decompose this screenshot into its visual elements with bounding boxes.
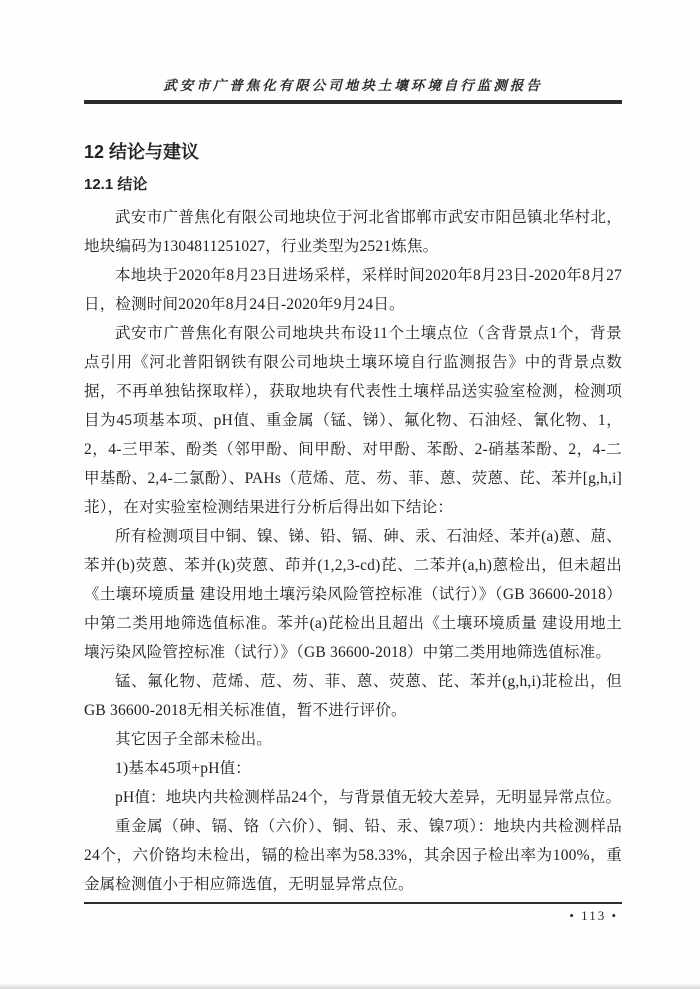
paragraph: 所有检测项目中铜、镍、锑、铅、镉、砷、汞、石油烃、苯并(a)蒽、䓛、苯并(b)荧蒽、苯并(k)荧蒽、茚并(1,2,3-cd)芘、二苯并(a,h)蒽检出，但未超出《土壤环境质量 建设用地土壤污染风险管控标准（试行）》（GB 36600-2018）中第二类用地筛选值标准。苯并(a)芘检出且超出《土壤环境质量 建设用地土壤污染风险管控标准（试行）》（GB 36600-2018）中第二类用地筛选值标准。: [84, 528, 622, 661]
subsection-heading: 12.1 结论: [84, 176, 148, 193]
paragraph: 1)基本45项+pH值：: [115, 760, 251, 777]
paragraph: 武安市广普焦化有限公司地块位于河北省邯郸市武安市阳邑镇北华村北，地块编码为1304811251027，行业类型为2521炼焦。: [84, 209, 622, 255]
page-content: [84, 0, 622, 899]
report-header-title: 武安市广普焦化有限公司地块土壤环境自行监测报告: [163, 78, 543, 93]
page-number: • 113 •: [569, 908, 618, 923]
scan-bottom-edge: [0, 984, 700, 989]
paragraph: 武安市广普焦化有限公司地块共布设11个土壤点位（含背景点1个，背景点引用《河北普阳钢铁有限公司地块土壤环境自行监测报告》中的背景点数据，不再单独钻探取样），获取地块有代表性土壤样品送实验室检测，检测项目为45项基本项、pH值、重金属（锰、锑）、氟化物、石油烃、氰化物、1，2，4-三甲苯、酚类（邻甲酚、间甲酚、对甲酚、苯酚、2-硝基苯酚、2，4-二甲基酚、2,4-二氯酚）、PAHs（苊烯、苊、芴、菲、蒽、荧蒽、芘、苯并[g,h,i]苝），在对实验室检测结果进行分析后得出如下结论：: [84, 325, 622, 516]
header-double-rule: [84, 100, 622, 104]
footer-rule: [84, 902, 622, 904]
paragraph: 锰、氟化物、苊烯、苊、芴、菲、蒽、荧蒽、芘、苯并(g,h,i)苝检出，但GB 36600-2018无相关标准值，暂不进行评价。: [84, 673, 622, 719]
paragraph: 其它因子全部未检出。: [115, 731, 273, 748]
paragraph: 本地块于2020年8月23日进场采样，采样时间2020年8月23日-2020年8月27日，检测时间2020年8月24日-2020年9月24日。: [84, 267, 622, 313]
document-main: [84, 140, 622, 899]
paragraphs: [84, 203, 622, 899]
paragraph: pH值：地块内共检测样品24个，与背景值无较大差异，无明显异常点位。: [115, 789, 622, 806]
paragraph: 重金属（砷、镉、铬（六价）、铜、铅、汞、镍7项）：地块内共检测样品24个，六价铬均未检出，镉的检出率为58.33%，其余因子检出率为100%，重金属检测值小于相应筛选值，无明显异常点位。: [84, 818, 622, 893]
section-heading: 12 结论与建议: [84, 142, 200, 162]
page-header: [84, 74, 622, 104]
